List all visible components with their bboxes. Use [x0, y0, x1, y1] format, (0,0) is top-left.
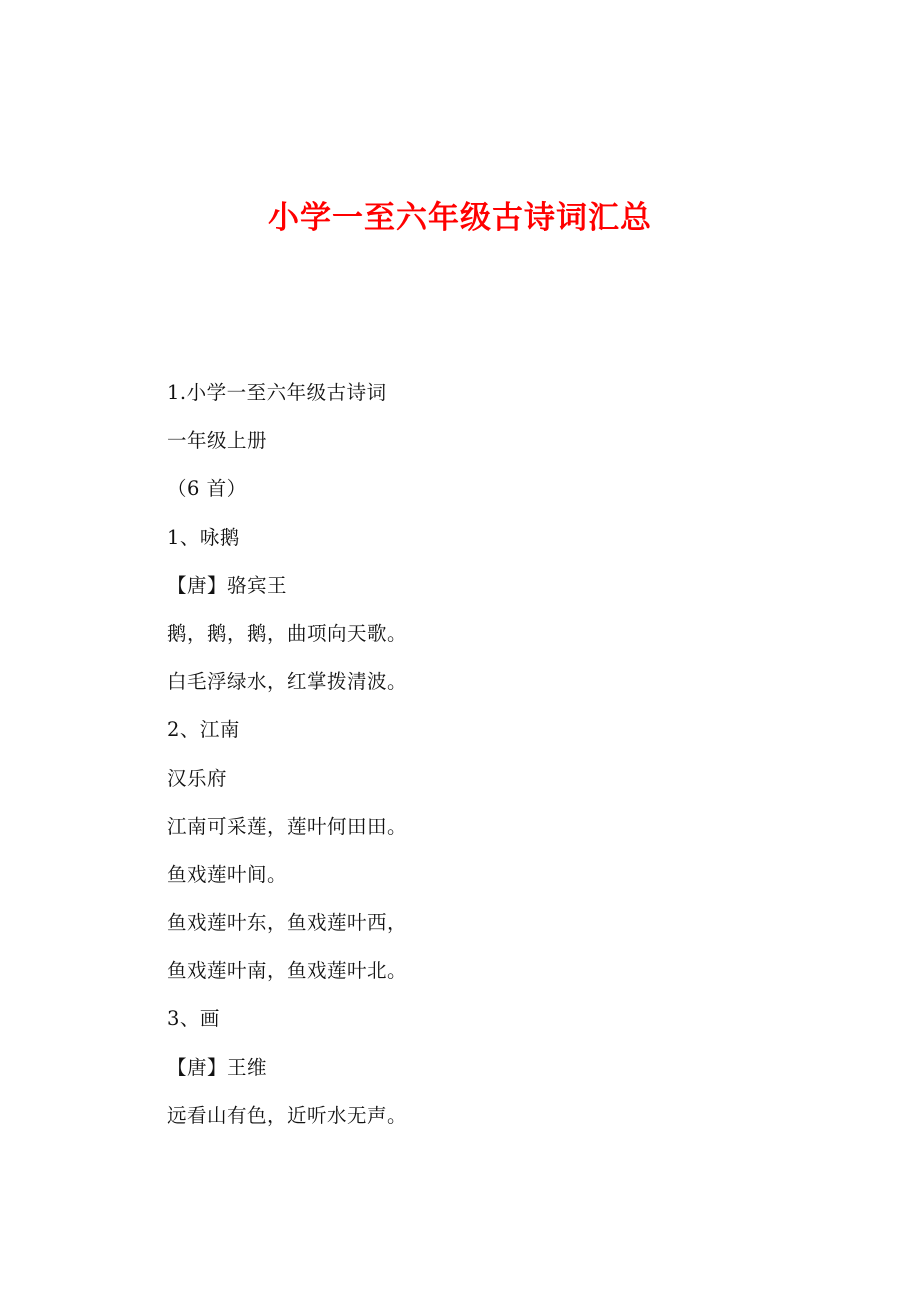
- poem-line: 鱼戏莲叶东，鱼戏莲叶西，: [167, 911, 408, 935]
- poem-title: 2、江南: [167, 718, 240, 742]
- poem-author: 【唐】骆宾王: [167, 573, 288, 597]
- document-body: [167, 378, 787, 1149]
- poem-line: 白毛浮绿水，红掌拨清波。: [167, 670, 408, 694]
- section-heading: 1.小学一至六年级古诗词: [167, 381, 387, 404]
- poem-line: 江南可采莲，莲叶何田田。: [167, 814, 408, 838]
- poem-count: （6 首）: [167, 477, 247, 501]
- poem-author: 【唐】王维: [167, 1055, 268, 1079]
- poem-line: 鹅，鹅，鹅，曲项向天歌。: [167, 621, 408, 645]
- document-title: 小学一至六年级古诗词汇总: [268, 200, 652, 236]
- poem-title: 1、咏鹅: [167, 525, 240, 549]
- poem-author: 汉乐府: [167, 766, 228, 790]
- poem-title: 3、画: [167, 1007, 220, 1031]
- poem-line: 鱼戏莲叶南，鱼戏莲叶北。: [167, 959, 408, 983]
- poem-line: 远看山有色，近听水无声。: [167, 1103, 408, 1127]
- poem-line: 鱼戏莲叶间。: [167, 862, 288, 886]
- grade-heading: 一年级上册: [167, 429, 268, 453]
